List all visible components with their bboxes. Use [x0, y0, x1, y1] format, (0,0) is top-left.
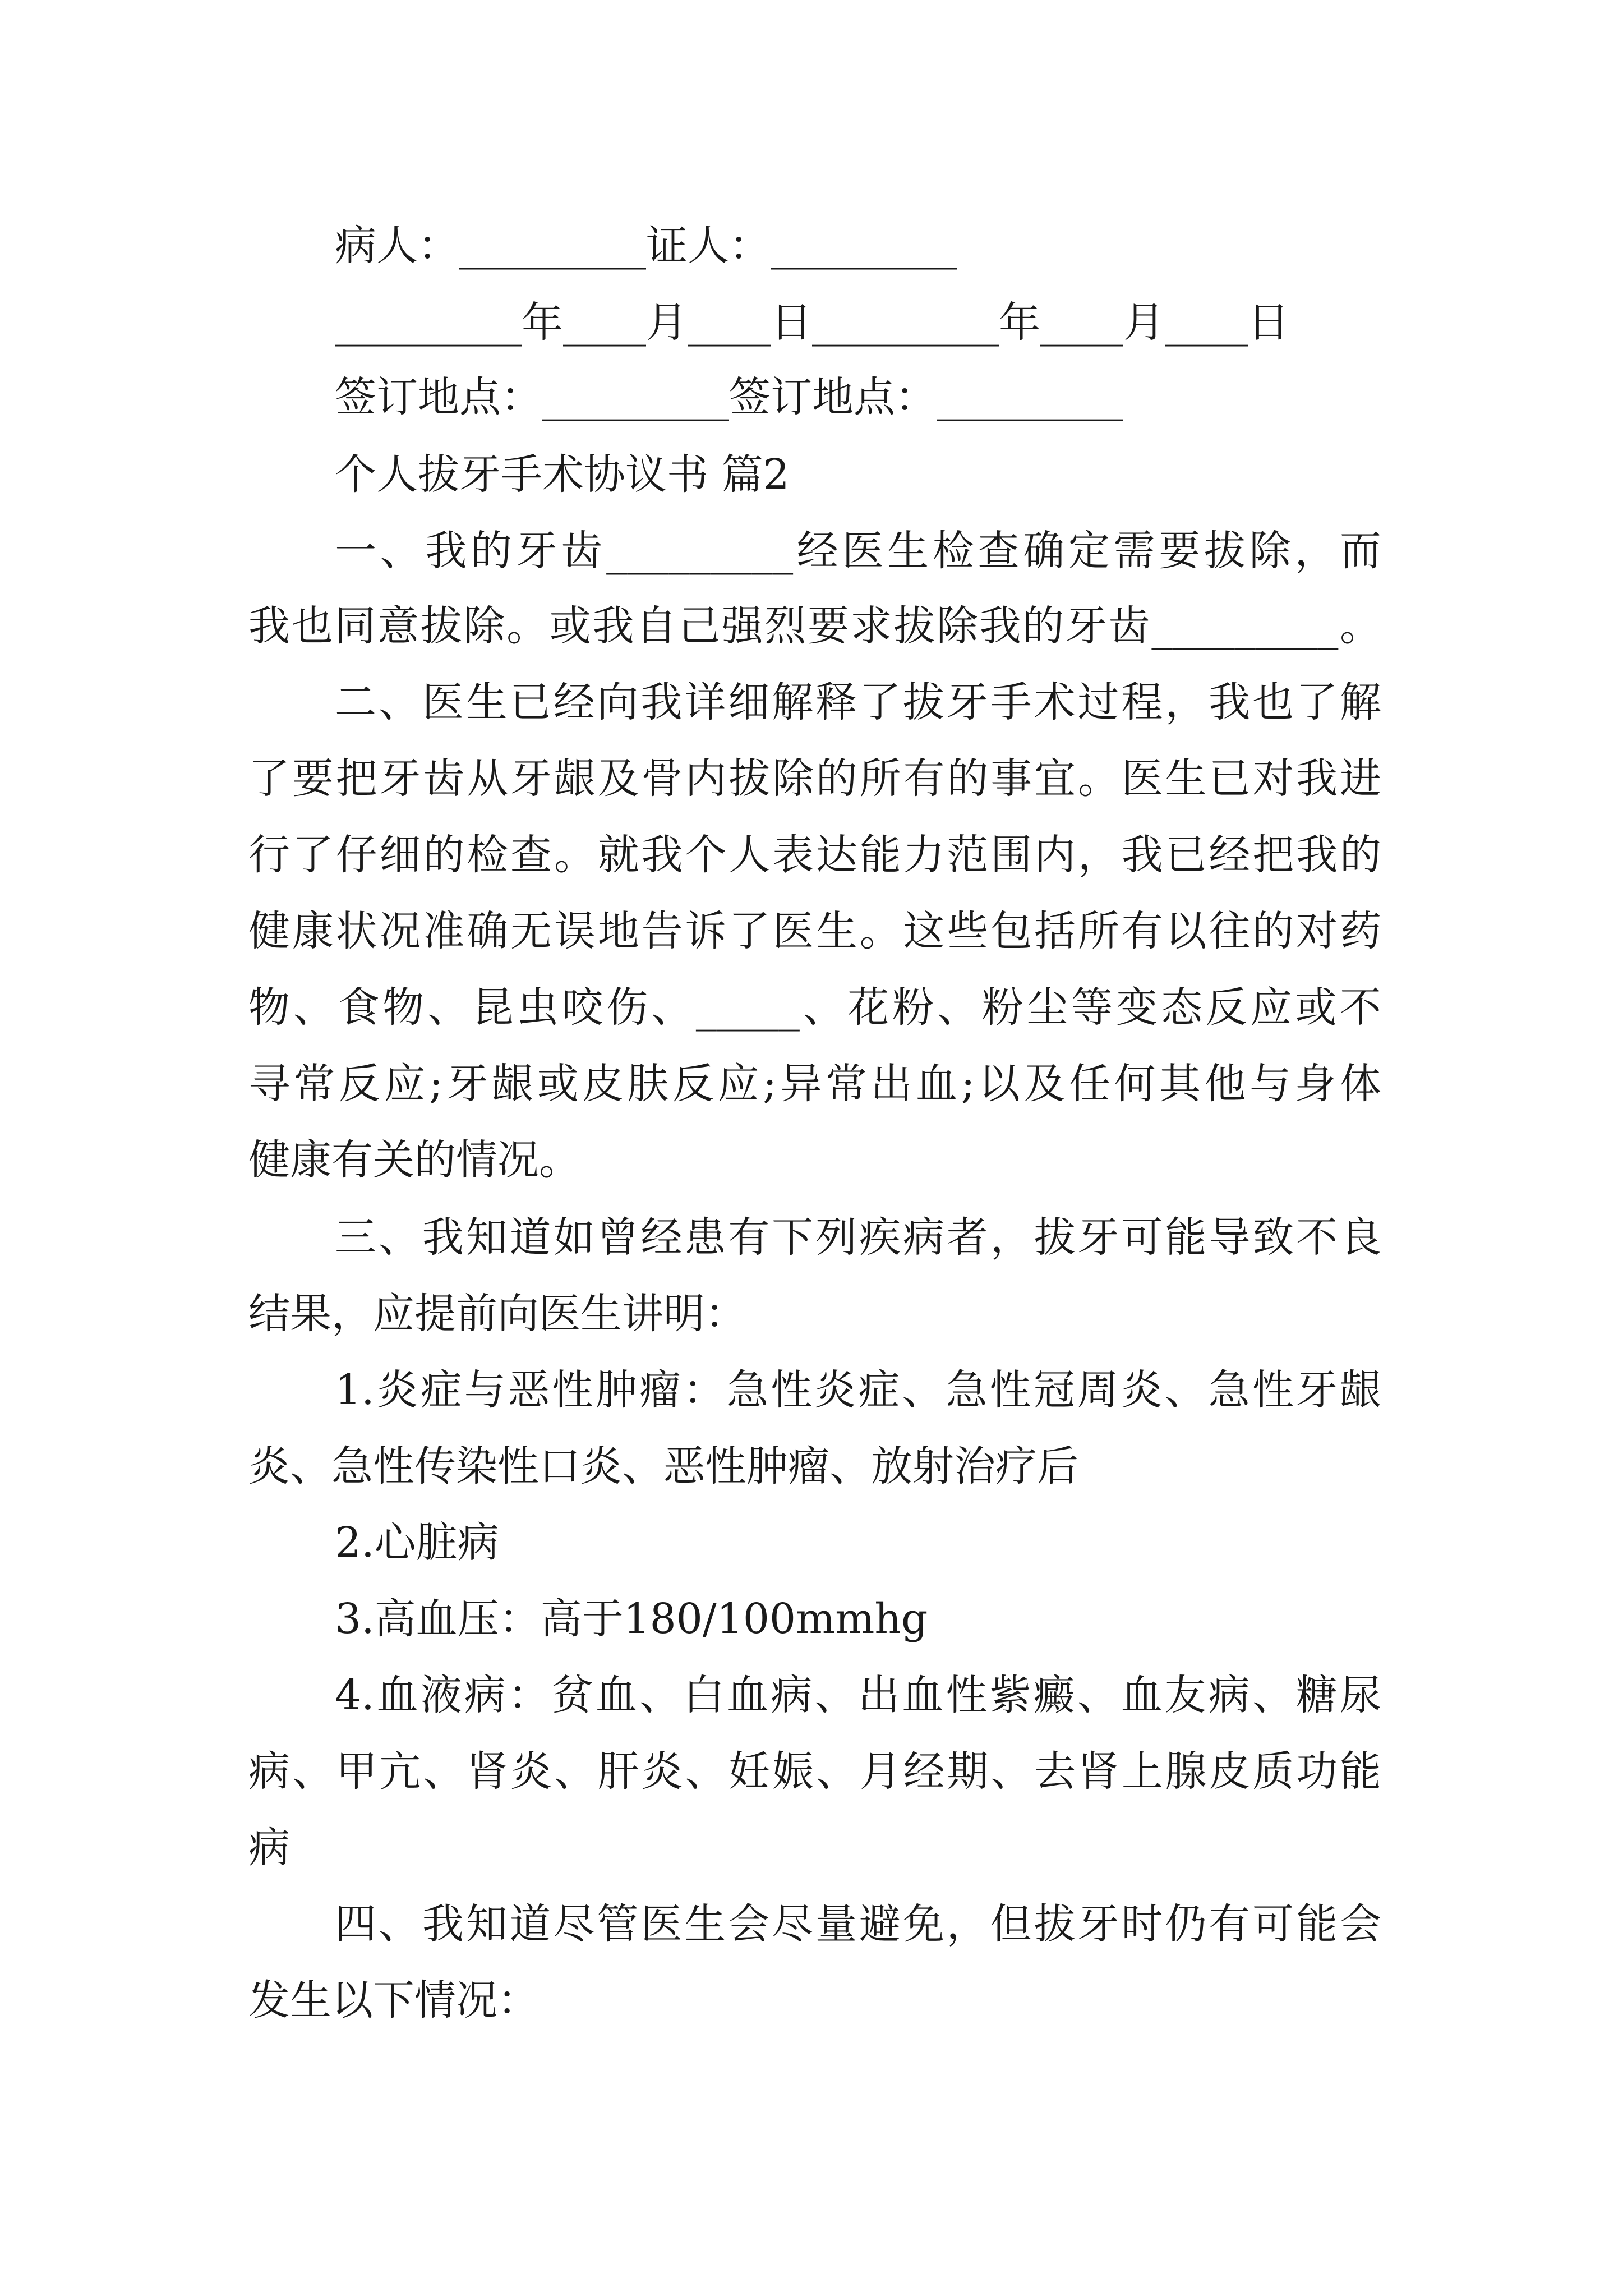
list-item-line: 1.炎症与恶性肿瘤：急性炎症、急性冠周炎、急性牙龈: [335, 1366, 1381, 1414]
paragraph-line: 了要把牙齿从牙龈及骨内拔除的所有的事宜。医生已对我进: [248, 754, 1381, 803]
list-item-line: 病: [248, 1824, 290, 1872]
signature-date-line: _________年____月____日_________年____月____日: [335, 298, 1289, 347]
paragraph-line: 我也同意拔除。或我自己强烈要求拔除我的牙齿_________。: [248, 602, 1381, 650]
paragraph-line: 健康状况准确无误地告诉了医生。这些包括所有以往的对药: [248, 907, 1381, 955]
signature-line-patient-witness: 病人：_________证人：_________: [335, 222, 957, 270]
paragraph-line: 三、我知道如曾经患有下列疾病者，拔牙可能导致不良: [335, 1213, 1381, 1262]
list-item-line: 炎、急性传染性口炎、恶性肿瘤、放射治疗后: [248, 1442, 1078, 1490]
paragraph-line: 健康有关的情况。: [248, 1136, 580, 1184]
signing-place-line: 签订地点：_________签订地点：_________: [335, 373, 1123, 421]
paragraph-line: 发生以下情况：: [248, 1976, 539, 2024]
paragraph-line: 四、我知道尽管医生会尽量避免，但拔牙时仍有可能会: [335, 1900, 1381, 1948]
list-item-line: 2.心脏病: [335, 1519, 499, 1567]
paragraph-line: 一、我的牙齿_________经医生检查确定需要拔除，而: [335, 527, 1381, 575]
paragraph-line: 二、医生已经向我详细解释了拔牙手术过程，我也了解: [335, 678, 1381, 726]
paragraph-line: 行了仔细的检查。就我个人表达能力范围内，我已经把我的: [248, 831, 1381, 879]
list-item-line: 4.血液病：贫血、白血病、出血性紫癜、血友病、糖尿: [335, 1671, 1381, 1719]
paragraph-line: 结果，应提前向医生讲明：: [248, 1290, 746, 1338]
list-item-line: 病、甲亢、肾炎、肝炎、妊娠、月经期、去肾上腺皮质功能: [248, 1747, 1381, 1796]
paragraph-line: 物、食物、昆虫咬伤、_____、花粉、粉尘等变态反应或不: [248, 983, 1381, 1032]
paragraph-line: 寻常反应;牙龈或皮肤反应;异常出血;以及任何其他与身体: [248, 1060, 1381, 1108]
section-title: 个人拔牙手术协议书 篇2: [335, 450, 790, 499]
list-item-line: 3.高血压：高于180/100mmhg: [335, 1595, 928, 1643]
